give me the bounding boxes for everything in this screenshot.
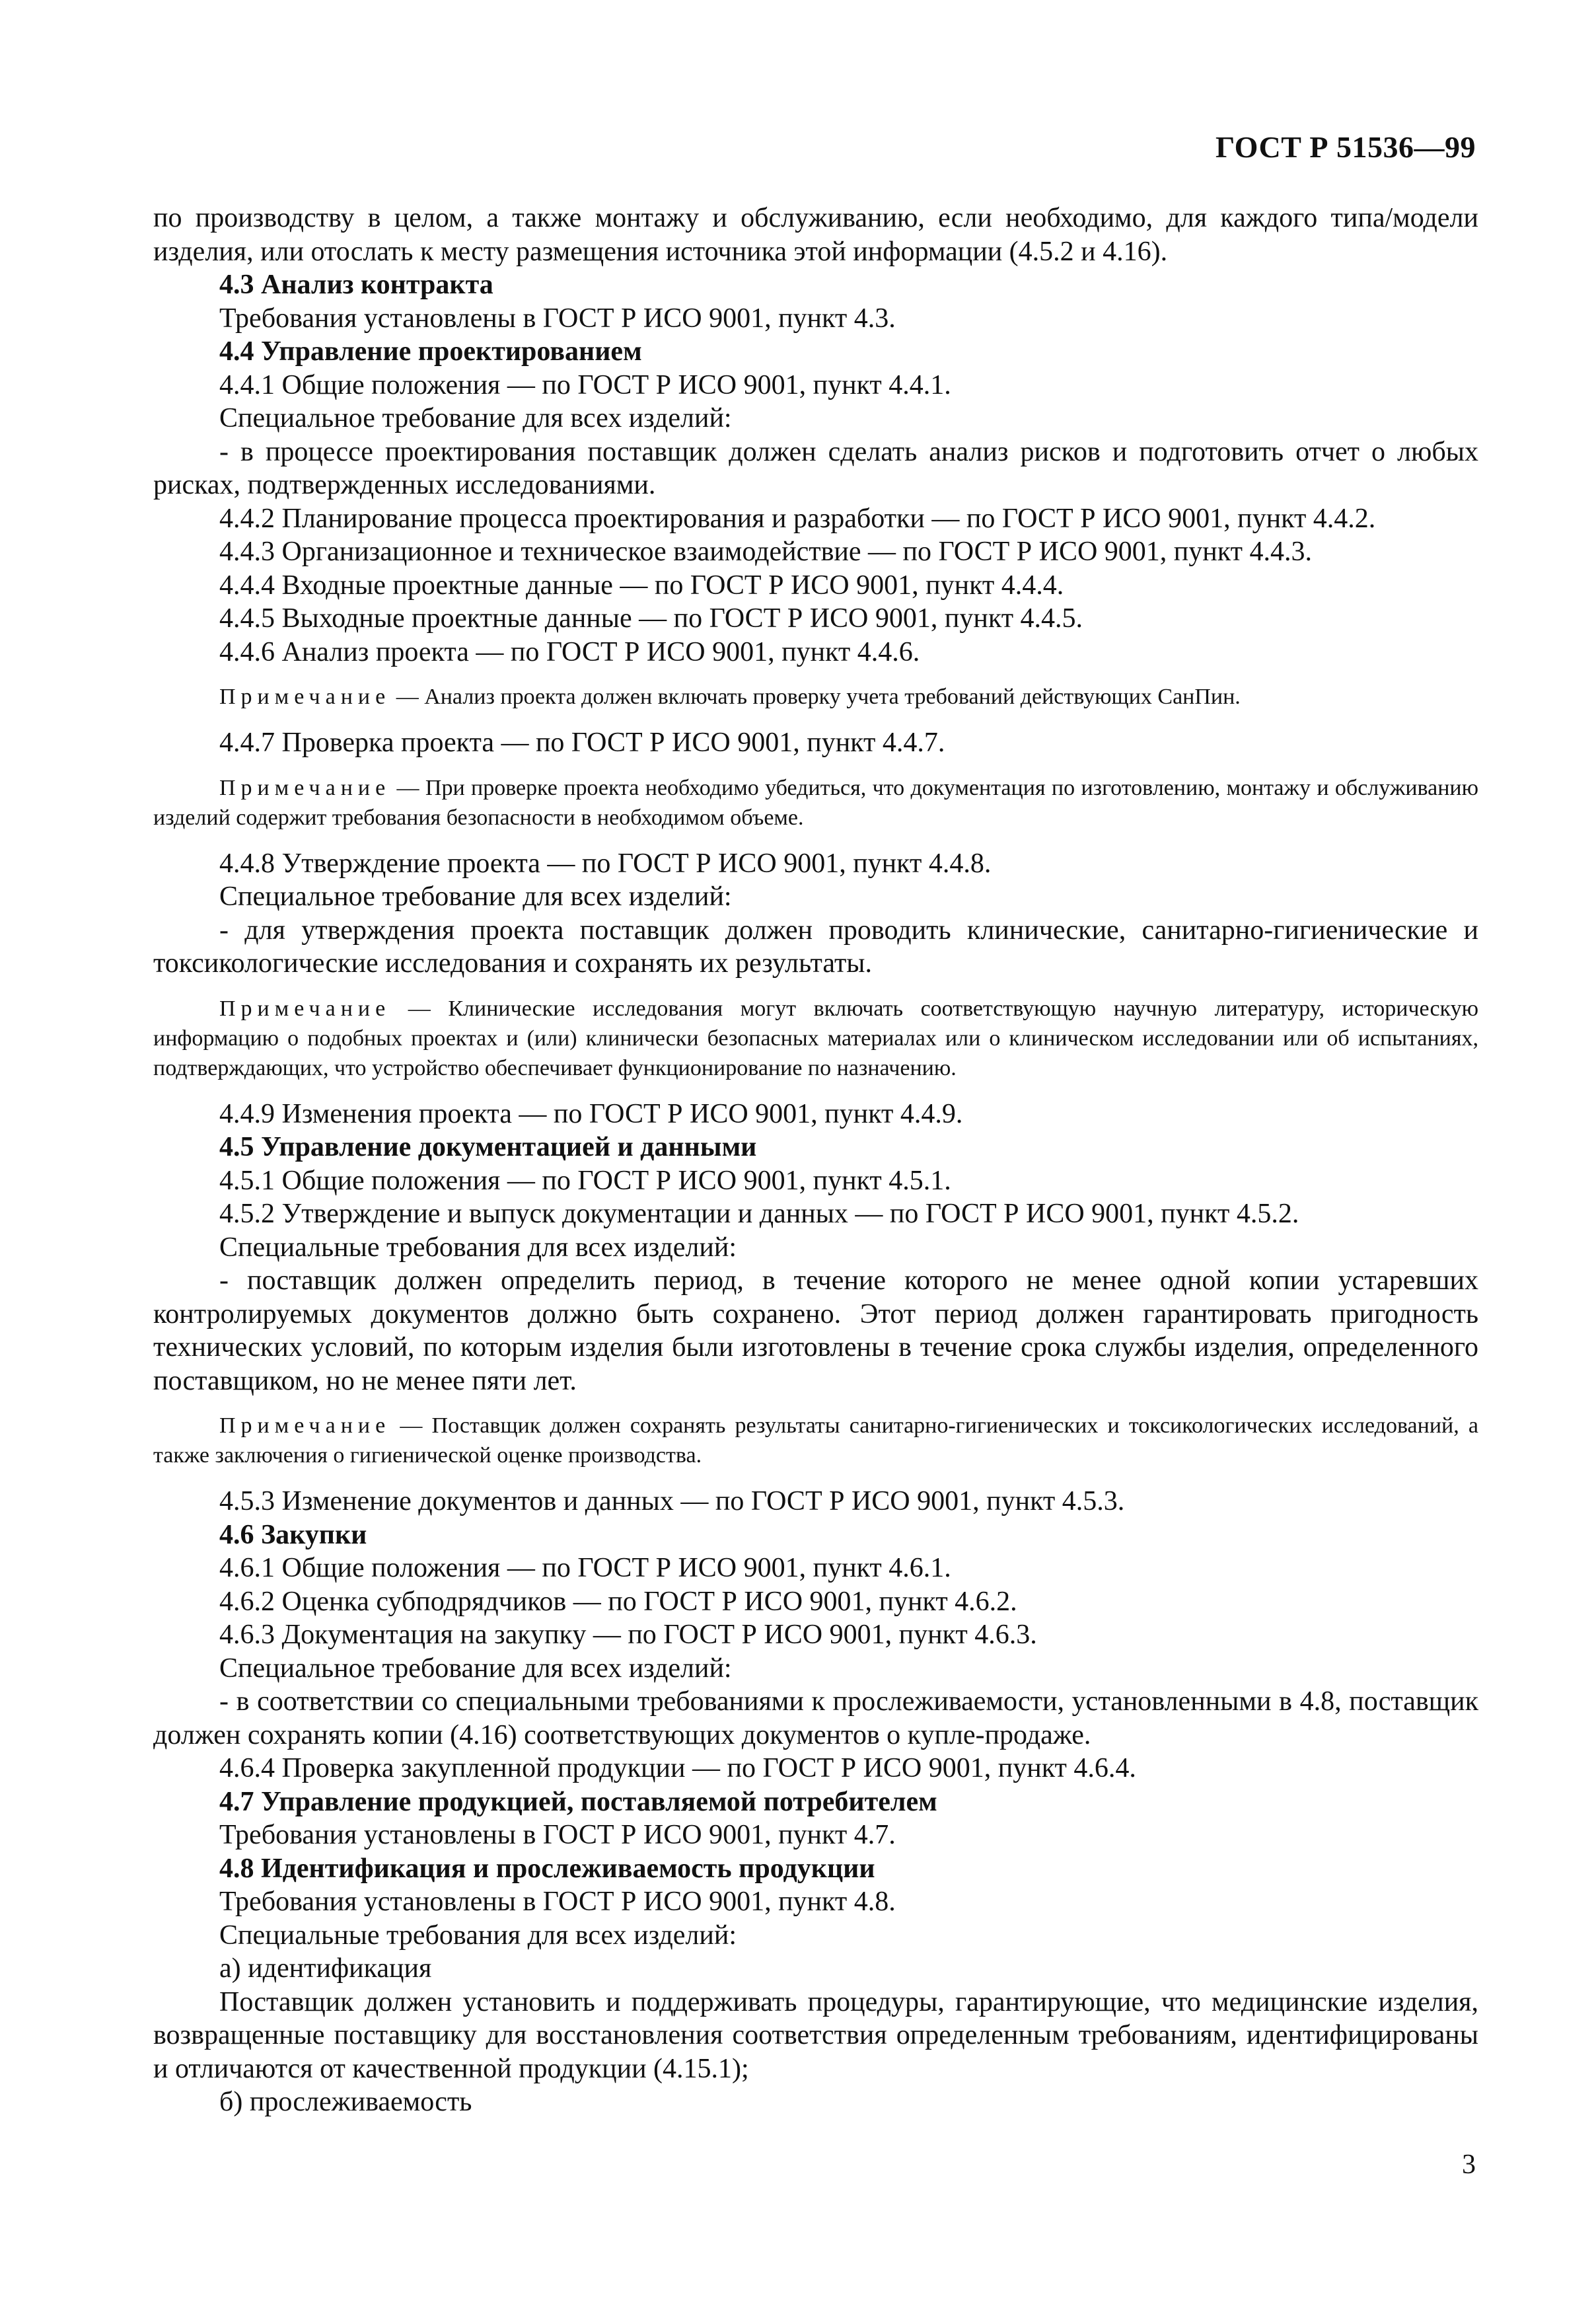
body-paragraph: 4.5.1 Общие положения — по ГОСТ Р ИСО 9001, пункт 4.5.1.	[219, 1165, 951, 1196]
body-paragraph: 4.5.3 Изменение документов и данных — по ГОСТ Р ИСО 9001, пункт 4.5.3.	[219, 1486, 1125, 1516]
note-text: — Клинические исследования могут включать соответствующую научную литературу, историческую информацию о подобных проектах и (или) клинически безопасных материалах или о клиническом исследовании или об испытаниях, подтверждающих, что устройство обеспечивает функционирование по назначению.	[153, 996, 1478, 1080]
body-paragraph: 4.4.5 Выходные проектные данные — по ГОСТ Р ИСО 9001, пункт 4.4.5.	[219, 603, 1083, 634]
body-paragraph: - для утверждения проекта поставщик должен проводить клинические, санитарно-гигиенические и токсикологические исследования и сохранять их результаты.	[153, 915, 1478, 979]
body-paragraph: Поставщик должен установить и поддерживать процедуры, гарантирующие, что медицинские изделия, возвращенные поставщику для восстановления соответствия определенным требованиям, идентифицированы и отличаются от качественной продукции (4.15.1);	[153, 1986, 1478, 2084]
note-text: — Поставщик должен сохранять результаты санитарно-гигиенических и токсикологических исследований, а также заключения о гигиенической оценке производства.	[153, 1413, 1478, 1468]
document-header-code: ГОСТ Р 51536—99	[1215, 130, 1476, 164]
body-paragraph: 4.4.2 Планирование процесса проектирования и разработки — по ГОСТ Р ИСО 9001, пункт 4.4.2.	[219, 503, 1376, 534]
body-paragraph: Специальное требование для всех изделий:	[219, 1653, 732, 1684]
body-paragraph: Требования установлены в ГОСТ Р ИСО 9001, пункт 4.8.	[219, 1887, 896, 1917]
note-paragraph	[153, 682, 1478, 712]
body-paragraph: 4.4.1 Общие положения — по ГОСТ Р ИСО 9001, пункт 4.4.1.	[219, 369, 951, 400]
body-paragraph: 4.5.2 Утверждение и выпуск документации и данных — по ГОСТ Р ИСО 9001, пункт 4.5.2.	[219, 1199, 1299, 1229]
section-heading: 4.5 Управление документацией и данными	[219, 1132, 757, 1162]
section-heading: 4.3 Анализ контракта	[219, 270, 493, 300]
body-paragraph: 4.6.1 Общие положения — по ГОСТ Р ИСО 9001, пункт 4.6.1.	[219, 1553, 951, 1583]
section-heading: 4.6 Закупки	[219, 1519, 367, 1550]
note-text: — Анализ проекта должен включать проверку учета требований действующих СанПин.	[390, 685, 1241, 709]
body-paragraph: Специальные требования для всех изделий:	[219, 1920, 737, 1951]
body-paragraph: Специальное требование для всех изделий:	[219, 403, 732, 433]
note-paragraph	[153, 994, 1478, 1083]
note-paragraph	[153, 1411, 1478, 1470]
body-paragraph: Специальные требования для всех изделий:	[219, 1232, 737, 1263]
body-paragraph: Требования установлены в ГОСТ Р ИСО 9001, пункт 4.7.	[219, 1820, 896, 1850]
body-paragraph: 4.4.7 Проверка проекта — по ГОСТ Р ИСО 9001, пункт 4.4.7.	[219, 728, 945, 758]
body-paragraph: 4.4.3 Организационное и техническое взаимодействие — по ГОСТ Р ИСО 9001, пункт 4.4.3.	[219, 537, 1312, 567]
body-paragraph: а) идентификация	[219, 1953, 432, 1984]
note-label: Примечание	[219, 1413, 391, 1438]
note-label: Примечание	[219, 685, 391, 709]
body-paragraph: 4.4.6 Анализ проекта — по ГОСТ Р ИСО 9001, пункт 4.4.6.	[219, 636, 920, 667]
note-label: Примечание	[219, 996, 391, 1021]
page-number: 3	[1462, 2150, 1476, 2180]
body-paragraph: - в процессе проектирования поставщик должен сделать анализ рисков и подготовить отчет о любых рисках, подтвержденных исследованиями.	[153, 436, 1478, 500]
body-paragraph: - поставщик должен определить период, в течение которого не менее одной копии устаревших контролируемых документов должно быть сохранено. Этот период должен гарантировать пригодность технических условий, по которым изделия были изготовлены в течение срока службы изделия, определенного поставщиком, но не менее пяти лет.	[153, 1265, 1478, 1396]
body-paragraph: 4.6.3 Документация на закупку — по ГОСТ Р ИСО 9001, пункт 4.6.3.	[219, 1620, 1037, 1650]
document-body	[153, 202, 1478, 2119]
note-label: Примечание	[219, 775, 391, 800]
body-paragraph: Требования установлены в ГОСТ Р ИСО 9001, пункт 4.3.	[219, 303, 896, 334]
section-heading: 4.7 Управление продукцией, поставляемой потребителем	[219, 1786, 937, 1817]
body-paragraph: - в соответствии со специальными требованиями к прослеживаемости, установленными в 4.8, поставщик должен сохранять копии (4.16) соответствующих документов о купле-продаже.	[153, 1686, 1478, 1750]
body-paragraph: 4.6.4 Проверка закупленной продукции — по ГОСТ Р ИСО 9001, пункт 4.6.4.	[219, 1753, 1136, 1783]
section-heading: 4.8 Идентификация и прослеживаемость продукции	[219, 1853, 875, 1884]
note-text: — При проверке проекта необходимо убедиться, что документация по изготовлению, монтажу и обслуживанию изделий содержит требования безопасности в необходимом объеме.	[153, 775, 1478, 830]
note-paragraph	[153, 773, 1478, 833]
body-paragraph: 4.4.4 Входные проектные данные — по ГОСТ Р ИСО 9001, пункт 4.4.4.	[219, 570, 1064, 601]
body-paragraph: 4.4.8 Утверждение проекта — по ГОСТ Р ИСО 9001, пункт 4.4.8.	[219, 848, 992, 879]
body-paragraph: 4.6.2 Оценка субподрядчиков — по ГОСТ Р ИСО 9001, пункт 4.6.2.	[219, 1586, 1017, 1617]
body-paragraph: по производству в целом, а также монтажу и обслуживанию, если необходимо, для каждого типа/модели изделия, или отослать к месту размещения источника этой информации (4.5.2 и 4.16).	[153, 203, 1478, 267]
body-paragraph: Специальное требование для всех изделий:	[219, 881, 732, 912]
section-heading: 4.4 Управление проектированием	[219, 336, 642, 367]
body-paragraph: б) прослеживаемость	[219, 2087, 472, 2117]
body-paragraph: 4.4.9 Изменения проекта — по ГОСТ Р ИСО 9001, пункт 4.4.9.	[219, 1098, 963, 1129]
